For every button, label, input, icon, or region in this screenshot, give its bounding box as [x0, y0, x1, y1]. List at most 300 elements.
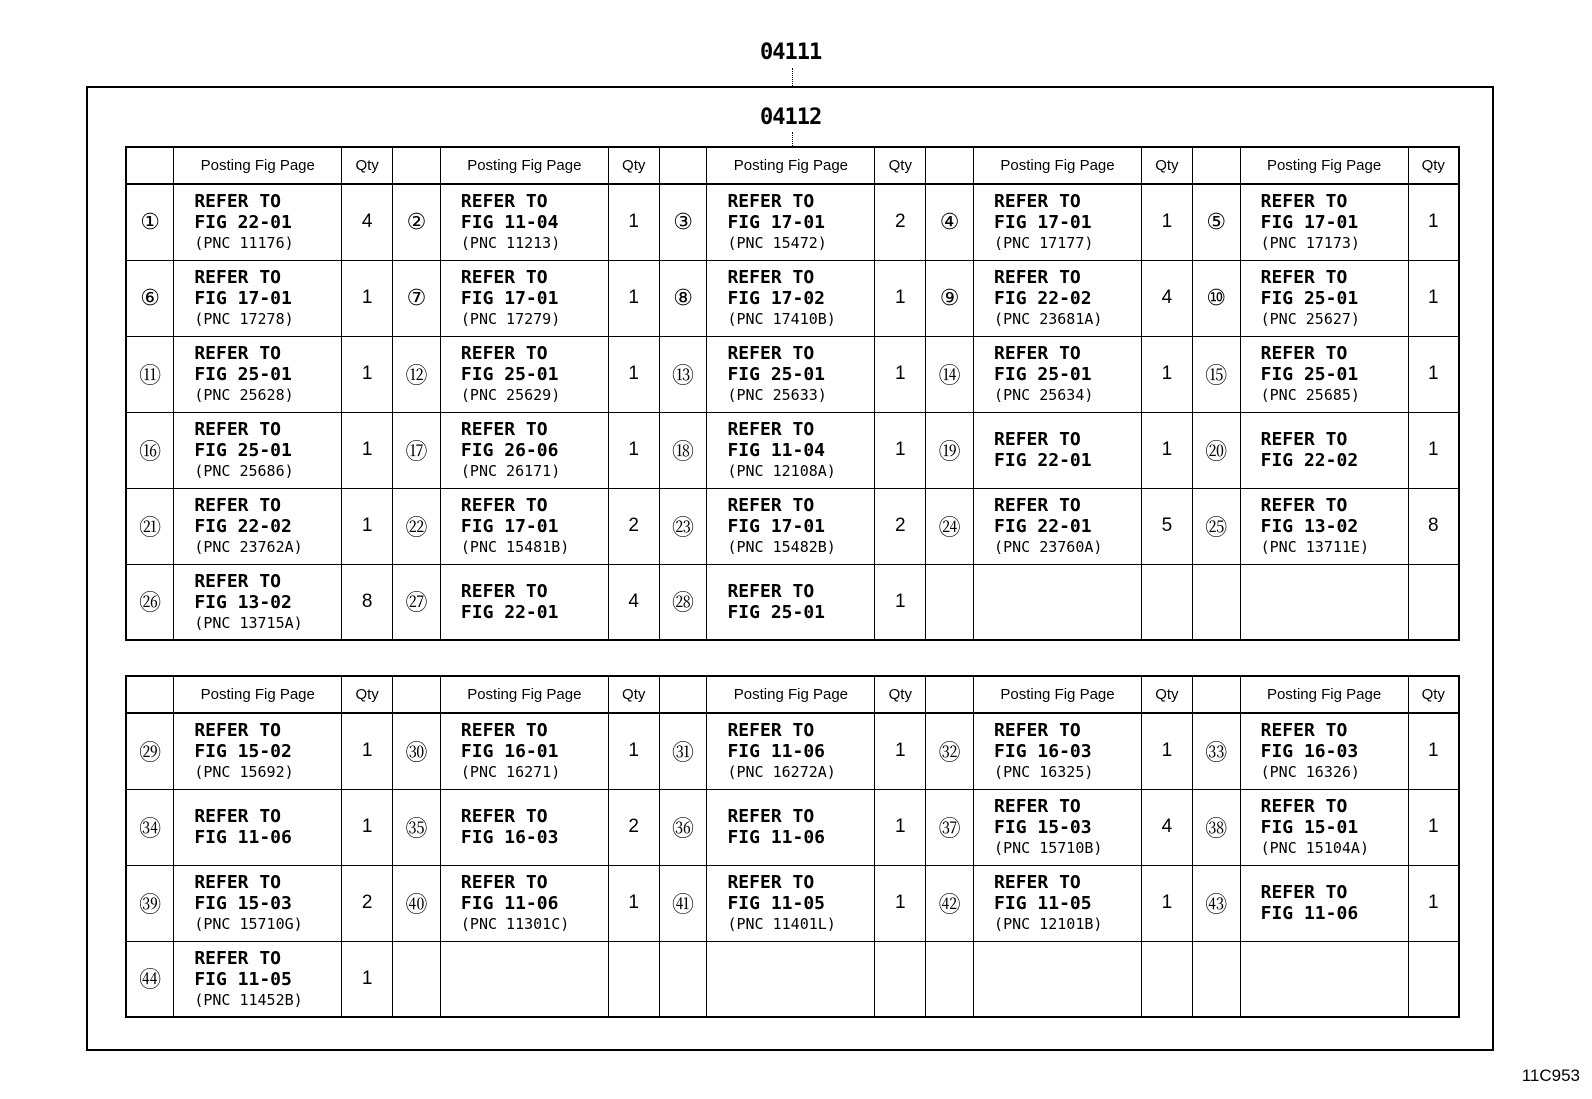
- refer-to-text: REFER TO: [727, 580, 815, 602]
- refer-to-text: REFER TO: [727, 191, 815, 213]
- posting-reference: [1240, 713, 1408, 789]
- fig-page-text: FIG 22-02: [194, 516, 292, 537]
- qty-value: 1: [608, 184, 659, 260]
- table-row: [126, 260, 1459, 336]
- qty-value: 1: [875, 260, 926, 336]
- header-qty: Qty: [608, 676, 659, 713]
- qty-value: [875, 941, 926, 1017]
- header-qty: Qty: [342, 147, 393, 184]
- item-number: ④: [926, 184, 974, 260]
- fig-page-text: FIG 25-01: [1260, 364, 1359, 385]
- posting-reference: [707, 865, 875, 941]
- header-blank: [126, 147, 174, 184]
- refer-to-text: REFER TO: [194, 495, 282, 516]
- qty-value: 8: [1408, 488, 1459, 564]
- refer-to-text: REFER TO: [994, 191, 1081, 213]
- qty-value: 1: [1408, 713, 1459, 789]
- table-row: [126, 412, 1459, 488]
- qty-value: 1: [1408, 865, 1459, 941]
- item-number: [926, 941, 974, 1017]
- posting-reference: [174, 488, 342, 564]
- refer-to-text: REFER TO: [194, 947, 282, 969]
- pnc-code: (PNC 17279): [460, 310, 561, 328]
- pnc-code: (PNC 25627): [1260, 310, 1360, 328]
- qty-value: 1: [1408, 412, 1459, 488]
- refer-to-text: REFER TO: [1260, 191, 1348, 213]
- header-posting-fig-page: Posting Fig Page: [440, 147, 608, 184]
- fig-page-text: FIG 11-04: [460, 212, 559, 234]
- pnc-code: (PNC 12108A): [727, 462, 836, 480]
- posting-reference: [707, 336, 875, 412]
- fig-page-text: FIG 25-01: [727, 364, 826, 385]
- refer-to-text: REFER TO: [194, 806, 282, 827]
- pnc-code: (PNC 15482B): [727, 538, 836, 556]
- qty-value: 2: [875, 488, 926, 564]
- fig-page-text: FIG 16-03: [1260, 741, 1359, 763]
- fig-page-text: FIG 17-01: [194, 288, 292, 309]
- pnc-code: (PNC 15481B): [460, 538, 570, 556]
- qty-value: 1: [608, 336, 659, 412]
- fig-page-text: FIG 11-06: [1260, 903, 1359, 924]
- inner-assembly-code: 04112: [760, 105, 822, 130]
- pnc-code: (PNC 11301C): [460, 915, 570, 933]
- qty-value: 2: [342, 865, 393, 941]
- refer-to-text: REFER TO: [1260, 796, 1348, 817]
- refer-to-text: REFER TO: [194, 267, 282, 288]
- qty-value: 4: [1141, 260, 1192, 336]
- refer-to-text: REFER TO: [1260, 720, 1348, 742]
- fig-page-text: FIG 15-01: [1260, 817, 1359, 838]
- item-number: ⑮: [1192, 336, 1240, 412]
- qty-value: 1: [342, 488, 393, 564]
- qty-value: 1: [1141, 865, 1192, 941]
- refer-to-text: REFER TO: [1260, 495, 1348, 516]
- qty-value: [1141, 564, 1192, 640]
- refer-to-text: REFER TO: [994, 429, 1081, 450]
- pnc-code: (PNC 13715A): [194, 613, 303, 632]
- posting-reference: [174, 789, 342, 865]
- fig-page-text: FIG 17-01: [727, 516, 826, 537]
- pnc-code: (PNC 26171): [460, 462, 561, 480]
- fig-page-text: FIG 16-01: [460, 741, 559, 763]
- table-row: [126, 713, 1459, 789]
- qty-value: 1: [875, 713, 926, 789]
- fig-page-text: FIG 11-05: [194, 968, 292, 990]
- pnc-code: (PNC 25629): [460, 386, 561, 404]
- header-qty: Qty: [1408, 676, 1459, 713]
- posting-reference: [1240, 789, 1408, 865]
- qty-value: 1: [608, 713, 659, 789]
- refer-to-text: REFER TO: [1260, 429, 1348, 450]
- posting-reference: [174, 941, 342, 1017]
- pnc-code: (PNC 23681A): [994, 310, 1103, 328]
- qty-value: 1: [1141, 184, 1192, 260]
- pnc-code: (PNC 15472): [727, 234, 827, 253]
- refer-to-text: REFER TO: [994, 495, 1081, 516]
- outer-assembly-code: 04111: [760, 40, 822, 65]
- refer-to-text: REFER TO: [727, 806, 815, 827]
- refer-to-text: REFER TO: [727, 872, 815, 893]
- fig-page-text: FIG 16-03: [460, 827, 559, 848]
- fig-page-text: FIG 17-01: [994, 212, 1092, 234]
- posting-reference: [974, 488, 1142, 564]
- header-posting-fig-page: Posting Fig Page: [707, 147, 875, 184]
- header-row: [126, 676, 1459, 713]
- posting-reference: [174, 184, 342, 260]
- item-number: ㊴: [126, 865, 174, 941]
- table-row: [126, 941, 1459, 1017]
- item-number: ②: [393, 184, 441, 260]
- parts-table-1: [125, 146, 1460, 641]
- pnc-code: (PNC 23760A): [994, 538, 1103, 556]
- posting-reference: [707, 184, 875, 260]
- header-blank: [393, 676, 441, 713]
- qty-value: 1: [875, 865, 926, 941]
- pnc-code: (PNC 15104A): [1260, 839, 1369, 857]
- posting-reference: [707, 789, 875, 865]
- item-number: ㉞: [126, 789, 174, 865]
- header-posting-fig-page: Posting Fig Page: [1240, 676, 1408, 713]
- posting-reference: [974, 941, 1142, 1017]
- header-posting-fig-page: Posting Fig Page: [1240, 147, 1408, 184]
- header-blank: [1192, 147, 1240, 184]
- refer-to-text: REFER TO: [460, 580, 548, 602]
- posting-reference: [707, 564, 875, 640]
- header-blank: [659, 676, 707, 713]
- item-number: ㉓: [659, 488, 707, 564]
- fig-page-text: FIG 16-03: [994, 741, 1092, 763]
- qty-value: 1: [875, 412, 926, 488]
- qty-value: 1: [1408, 789, 1459, 865]
- pnc-code: (PNC 15692): [194, 763, 294, 782]
- qty-value: 1: [1408, 336, 1459, 412]
- fig-page-text: FIG 15-03: [994, 817, 1092, 838]
- fig-page-text: FIG 11-04: [727, 440, 826, 461]
- item-number: ①: [126, 184, 174, 260]
- header-blank: [659, 147, 707, 184]
- fig-page-text: FIG 11-06: [460, 893, 559, 914]
- refer-to-text: REFER TO: [727, 419, 815, 440]
- pnc-code: (PNC 11176): [194, 234, 294, 253]
- posting-reference: [974, 336, 1142, 412]
- posting-reference: [707, 713, 875, 789]
- pnc-code: (PNC 17278): [194, 310, 294, 328]
- refer-to-text: REFER TO: [194, 343, 282, 364]
- item-number: ㉝: [1192, 713, 1240, 789]
- header-posting-fig-page: Posting Fig Page: [974, 147, 1142, 184]
- item-number: [1192, 941, 1240, 1017]
- item-number: [926, 564, 974, 640]
- posting-reference: [707, 488, 875, 564]
- posting-reference: [974, 865, 1142, 941]
- qty-value: 8: [342, 564, 393, 640]
- fig-page-text: FIG 25-01: [1260, 288, 1359, 309]
- item-number: ㊵: [393, 865, 441, 941]
- header-qty: Qty: [1141, 676, 1192, 713]
- fig-page-text: FIG 17-02: [727, 288, 826, 309]
- qty-value: 5: [1141, 488, 1192, 564]
- fig-page-text: FIG 25-01: [994, 364, 1092, 385]
- item-number: ⑱: [659, 412, 707, 488]
- posting-reference: [440, 865, 608, 941]
- item-number: ⑭: [926, 336, 974, 412]
- posting-reference: [1240, 488, 1408, 564]
- qty-value: 1: [342, 789, 393, 865]
- item-number: ㊱: [659, 789, 707, 865]
- posting-reference: [174, 412, 342, 488]
- posting-reference: [440, 713, 608, 789]
- header-posting-fig-page: Posting Fig Page: [707, 676, 875, 713]
- item-number: ㊹: [126, 941, 174, 1017]
- posting-reference: [440, 564, 608, 640]
- fig-page-text: FIG 17-01: [460, 516, 559, 537]
- posting-reference: [440, 336, 608, 412]
- item-number: ㉕: [1192, 488, 1240, 564]
- item-number: ㉟: [393, 789, 441, 865]
- header-posting-fig-page: Posting Fig Page: [174, 147, 342, 184]
- item-number: ㉒: [393, 488, 441, 564]
- fig-page-text: FIG 17-01: [727, 212, 826, 234]
- fig-page-text: FIG 22-01: [460, 601, 559, 623]
- item-number: ⑳: [1192, 412, 1240, 488]
- posting-reference: [174, 336, 342, 412]
- posting-reference: [974, 789, 1142, 865]
- refer-to-text: REFER TO: [460, 191, 548, 213]
- qty-value: 1: [875, 789, 926, 865]
- item-number: [1192, 564, 1240, 640]
- header-row: [126, 147, 1459, 184]
- posting-reference: [440, 941, 608, 1017]
- posting-reference: [974, 412, 1142, 488]
- refer-to-text: REFER TO: [994, 872, 1081, 893]
- fig-page-text: FIG 11-05: [994, 893, 1092, 914]
- header-posting-fig-page: Posting Fig Page: [440, 676, 608, 713]
- refer-to-text: REFER TO: [460, 343, 548, 364]
- posting-reference: [174, 713, 342, 789]
- pnc-code: (PNC 12101B): [994, 915, 1103, 933]
- header-qty: Qty: [1141, 147, 1192, 184]
- posting-reference: [174, 260, 342, 336]
- refer-to-text: REFER TO: [460, 495, 548, 516]
- inner-leader-line: [792, 132, 793, 146]
- header-qty: Qty: [608, 147, 659, 184]
- refer-to-text: REFER TO: [727, 343, 815, 364]
- fig-page-text: FIG 26-06: [460, 440, 559, 461]
- qty-value: 2: [608, 488, 659, 564]
- pnc-code: (PNC 25628): [194, 386, 294, 404]
- item-number: ㉜: [926, 713, 974, 789]
- qty-value: 1: [342, 412, 393, 488]
- qty-value: 1: [342, 713, 393, 789]
- refer-to-text: REFER TO: [194, 191, 282, 213]
- pnc-code: (PNC 15710G): [194, 915, 303, 933]
- posting-reference: [707, 941, 875, 1017]
- table-row: [126, 865, 1459, 941]
- pnc-code: (PNC 16271): [460, 763, 561, 782]
- item-number: ⑦: [393, 260, 441, 336]
- item-number: ⑲: [926, 412, 974, 488]
- qty-value: 1: [1408, 184, 1459, 260]
- illustration-id: 11C953: [1521, 1066, 1580, 1085]
- header-qty: Qty: [1408, 147, 1459, 184]
- pnc-code: (PNC 17173): [1260, 234, 1360, 253]
- item-number: ㉔: [926, 488, 974, 564]
- fig-page-text: FIG 11-05: [727, 893, 826, 914]
- qty-value: 1: [1141, 336, 1192, 412]
- pnc-code: (PNC 23762A): [194, 538, 303, 556]
- posting-reference: [440, 789, 608, 865]
- fig-page-text: FIG 22-01: [194, 212, 292, 234]
- qty-value: 2: [875, 184, 926, 260]
- posting-reference: [1240, 184, 1408, 260]
- table-row: [126, 564, 1459, 640]
- posting-reference: [440, 412, 608, 488]
- qty-value: 1: [342, 260, 393, 336]
- item-number: ⑩: [1192, 260, 1240, 336]
- fig-page-text: FIG 25-01: [194, 440, 292, 461]
- header-qty: Qty: [875, 147, 926, 184]
- table-row: [126, 184, 1459, 260]
- qty-value: 1: [875, 336, 926, 412]
- posting-reference: [974, 184, 1142, 260]
- outer-leader-line: [792, 68, 793, 86]
- posting-reference: [974, 564, 1142, 640]
- pnc-code: (PNC 25686): [194, 462, 294, 480]
- qty-value: [1408, 564, 1459, 640]
- item-number: ⑯: [126, 412, 174, 488]
- item-number: ㉚: [393, 713, 441, 789]
- item-number: ㊸: [1192, 865, 1240, 941]
- item-number: ㉛: [659, 713, 707, 789]
- item-number: ⑤: [1192, 184, 1240, 260]
- item-number: ㊲: [926, 789, 974, 865]
- table-row: [126, 488, 1459, 564]
- posting-reference: [707, 412, 875, 488]
- fig-page-text: FIG 15-02: [194, 741, 292, 763]
- item-number: ⑧: [659, 260, 707, 336]
- fig-page-text: FIG 22-01: [994, 450, 1092, 471]
- header-posting-fig-page: Posting Fig Page: [174, 676, 342, 713]
- qty-value: [1408, 941, 1459, 1017]
- fig-page-text: FIG 25-01: [727, 601, 826, 623]
- header-blank: [1192, 676, 1240, 713]
- refer-to-text: REFER TO: [460, 872, 548, 893]
- posting-reference: [974, 713, 1142, 789]
- pnc-code: (PNC 15710B): [994, 839, 1103, 857]
- refer-to-text: REFER TO: [460, 419, 548, 440]
- header-posting-fig-page: Posting Fig Page: [974, 676, 1142, 713]
- qty-value: 1: [342, 336, 393, 412]
- fig-page-text: FIG 25-01: [194, 364, 292, 385]
- item-number: ㉗: [393, 564, 441, 640]
- qty-value: 1: [608, 412, 659, 488]
- header-blank: [926, 147, 974, 184]
- table-row: [126, 789, 1459, 865]
- qty-value: 1: [608, 865, 659, 941]
- header-blank: [393, 147, 441, 184]
- pnc-code: (PNC 16325): [994, 763, 1094, 782]
- refer-to-text: REFER TO: [194, 419, 282, 440]
- item-number: ⑥: [126, 260, 174, 336]
- pnc-code: (PNC 25634): [994, 386, 1094, 404]
- qty-value: 4: [1141, 789, 1192, 865]
- pnc-code: (PNC 11213): [460, 234, 561, 253]
- qty-value: 1: [1141, 412, 1192, 488]
- qty-value: 2: [608, 789, 659, 865]
- posting-reference: [1240, 564, 1408, 640]
- posting-reference: [1240, 260, 1408, 336]
- header-qty: Qty: [875, 676, 926, 713]
- qty-value: 1: [342, 941, 393, 1017]
- posting-reference: [1240, 941, 1408, 1017]
- table-row: [126, 336, 1459, 412]
- pnc-code: (PNC 25685): [1260, 386, 1360, 404]
- refer-to-text: REFER TO: [727, 267, 815, 288]
- pnc-code: (PNC 16326): [1260, 763, 1360, 782]
- qty-value: [1141, 941, 1192, 1017]
- item-number: ㊷: [926, 865, 974, 941]
- posting-reference: [440, 260, 608, 336]
- item-number: ③: [659, 184, 707, 260]
- posting-reference: [174, 865, 342, 941]
- posting-reference: [707, 260, 875, 336]
- refer-to-text: REFER TO: [1260, 882, 1348, 903]
- fig-page-text: FIG 25-01: [460, 364, 559, 385]
- item-number: ⑨: [926, 260, 974, 336]
- fig-page-text: FIG 22-02: [1260, 450, 1359, 471]
- qty-value: [608, 941, 659, 1017]
- item-number: ㊶: [659, 865, 707, 941]
- item-number: [393, 941, 441, 1017]
- qty-value: 1: [1141, 713, 1192, 789]
- fig-page-text: FIG 13-02: [194, 591, 292, 613]
- pnc-code: (PNC 25633): [727, 386, 827, 404]
- fig-page-text: FIG 11-06: [727, 741, 826, 763]
- item-number: ㉖: [126, 564, 174, 640]
- refer-to-text: REFER TO: [460, 806, 548, 827]
- pnc-code: (PNC 16272A): [727, 763, 836, 782]
- pnc-code: (PNC 11452B): [194, 990, 303, 1009]
- refer-to-text: REFER TO: [994, 267, 1081, 288]
- refer-to-text: REFER TO: [1260, 267, 1348, 288]
- qty-value: 4: [342, 184, 393, 260]
- parts-table-2: [125, 675, 1460, 1018]
- item-number: [659, 941, 707, 1017]
- item-number: ⑬: [659, 336, 707, 412]
- pnc-code: (PNC 17410B): [727, 310, 836, 328]
- fig-page-text: FIG 22-01: [994, 516, 1092, 537]
- refer-to-text: REFER TO: [727, 495, 815, 516]
- item-number: ⑪: [126, 336, 174, 412]
- header-blank: [926, 676, 974, 713]
- item-number: ㉙: [126, 713, 174, 789]
- pnc-code: (PNC 17177): [994, 234, 1094, 253]
- qty-value: 4: [608, 564, 659, 640]
- fig-page-text: FIG 13-02: [1260, 516, 1359, 537]
- fig-page-text: FIG 11-06: [727, 827, 826, 848]
- posting-reference: [440, 184, 608, 260]
- pnc-code: (PNC 11401L): [727, 915, 836, 933]
- pnc-code: (PNC 13711E): [1260, 538, 1369, 556]
- fig-page-text: FIG 15-03: [194, 893, 292, 914]
- header-blank: [126, 676, 174, 713]
- qty-value: 1: [875, 564, 926, 640]
- fig-page-text: FIG 22-02: [994, 288, 1092, 309]
- fig-page-text: FIG 17-01: [460, 288, 559, 309]
- item-number: ㉑: [126, 488, 174, 564]
- refer-to-text: REFER TO: [194, 720, 282, 742]
- posting-reference: [174, 564, 342, 640]
